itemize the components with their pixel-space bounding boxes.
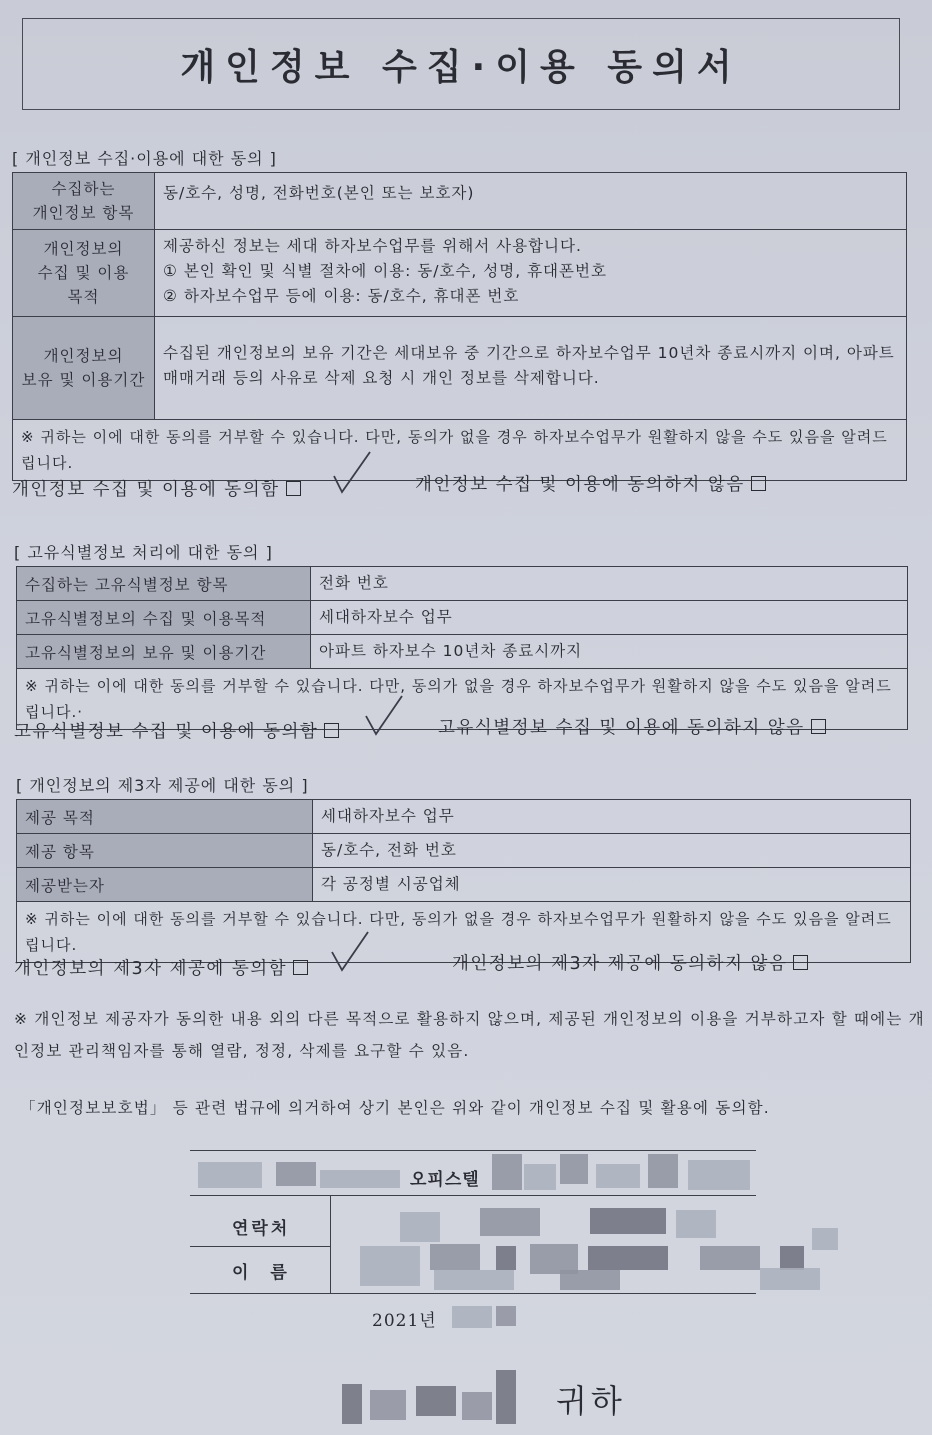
s1-disagree-checkbox[interactable] <box>751 476 766 491</box>
s1-value-items: 동/호수, 성명, 전화번호(본인 또는 보호자) <box>155 173 907 230</box>
s2-value-items: 전화 번호 <box>311 567 908 601</box>
consent-statement: 「개인정보보호법」 등 관련 법규에 의거하여 상기 본인은 위와 같이 개인정보 수집 및 활용에 동의함. <box>20 1099 770 1117</box>
s2-disagree-label: 고유식별정보 수집 및 이용에 동의하지 않음 <box>438 718 805 738</box>
address-label: 오피스텔 <box>410 1170 480 1190</box>
s1-agree-checkbox[interactable] <box>286 481 301 496</box>
s1-value-purpose: 제공하신 정보는 세대 하자보수업무를 위해서 사용합니다. ① 본인 확인 및 식별 절차에 이용: 동/호수, 성명, 휴대폰번호 ② 하자보수업무 등에 이용: 동/호수, 휴대폰 번호 <box>155 230 907 317</box>
s2-agree-label: 고유식별정보 수집 및 이용에 동의함 <box>14 722 319 742</box>
s2-agree-option[interactable] <box>14 718 339 743</box>
section2-heading: [ 고유식별정보 처리에 대한 동의 ] <box>14 543 273 562</box>
s3-agree-checkbox[interactable] <box>293 960 308 975</box>
s2-agree-checkbox[interactable] <box>324 723 339 738</box>
s3-value-purpose: 세대하자보수 업무 <box>313 800 911 834</box>
s2-value-period: 아파트 하자보수 10년차 종료시까지 <box>311 635 908 669</box>
contact-label: 연락처 <box>232 1219 291 1239</box>
s1-disagree-label: 개인정보 수집 및 이용에 동의하지 않음 <box>415 475 745 495</box>
s3-disagree-label: 개인정보의 제3자 제공에 동의하지 않음 <box>452 954 788 974</box>
s1-disagree-option[interactable] <box>415 471 766 496</box>
s3-disagree-option[interactable] <box>452 950 808 975</box>
divider <box>190 1246 330 1247</box>
s1-label-purpose: 개인정보의 수집 및 이용 목적 <box>13 230 155 317</box>
footnote: ※ 개인정보 제공자가 동의한 내용 외의 다른 목적으로 활용하지 않으며, 제공된 개인정보의 이용을 거부하고자 할 때에는 개인정보 관리책임자를 통해 열람, 정정, 삭제를 요구할 수 있음. <box>14 1010 925 1060</box>
s1-agree-option[interactable] <box>12 476 301 501</box>
s2-disagree-checkbox[interactable] <box>811 719 826 734</box>
section1-heading: [ 개인정보 수집·이용에 대한 동의 ] <box>12 149 277 168</box>
document-title-box <box>22 18 900 110</box>
s3-label-recipient: 제공받는자 <box>17 868 313 902</box>
s3-checkmark-icon <box>328 928 372 976</box>
section2-table <box>16 566 908 730</box>
s1-checkmark-icon <box>330 448 374 498</box>
s2-disagree-option[interactable] <box>438 714 826 739</box>
s1-label-period: 개인정보의 보유 및 이용기간 <box>13 317 155 420</box>
name-label: 이 름 <box>232 1263 295 1283</box>
section1-table <box>12 172 907 481</box>
s1-note: ※ 귀하는 이에 대한 동의를 거부할 수 있습니다. 다만, 동의가 없을 경우 하자보수업무가 원활하지 않을 수도 있음을 알려드립니다. <box>13 420 907 481</box>
s2-label-period: 고유식별정보의 보유 및 이용기간 <box>17 635 311 669</box>
s2-label-purpose: 고유식별정보의 수집 및 이용목적 <box>17 601 311 635</box>
section3-heading: [ 개인정보의 제3자 제공에 대한 동의 ] <box>16 776 309 795</box>
divider <box>330 1195 331 1293</box>
s3-agree-label: 개인정보의 제3자 제공에 동의함 <box>14 959 288 979</box>
s3-value-items: 동/호수, 전화 번호 <box>313 834 911 868</box>
divider <box>190 1150 756 1151</box>
s2-checkmark-icon <box>362 692 406 740</box>
document-title: 개인정보 수집·이용 동의서 <box>180 46 742 88</box>
year-label: 2021년 <box>372 1311 437 1331</box>
divider <box>190 1293 756 1294</box>
s3-label-items: 제공 항목 <box>17 834 313 868</box>
s3-value-recipient: 각 공정별 시공업체 <box>313 868 911 902</box>
s1-value-period: 수집된 개인정보의 보유 기간은 세대보유 중 기간으로 하자보수업무 10년차 종료시까지 이며, 아파트 매매거래 등의 사유로 삭제 요청 시 개인 정보를 삭제합니다. <box>155 317 907 420</box>
s3-note: ※ 귀하는 이에 대한 동의를 거부할 수 있습니다. 다만, 동의가 없을 경우 하자보수업무가 원활하지 않을 수도 있음을 알려드립니다. <box>17 902 911 963</box>
s1-agree-label: 개인정보 수집 및 이용에 동의함 <box>12 480 280 500</box>
s3-disagree-checkbox[interactable] <box>793 955 808 970</box>
s2-value-purpose: 세대하자보수 업무 <box>311 601 908 635</box>
s2-label-items: 수집하는 고유식별정보 항목 <box>17 567 311 601</box>
s1-label-items: 수집하는 개인정보 항목 <box>13 173 155 230</box>
s3-label-purpose: 제공 목적 <box>17 800 313 834</box>
recipient-suffix: 귀하 <box>556 1382 626 1420</box>
section3-table <box>16 799 911 963</box>
s2-note: ※ 귀하는 이에 대한 동의를 거부할 수 있습니다. 다만, 동의가 없을 경우 하자보수업무가 원활하지 않을 수도 있음을 알려드립니다.· <box>17 669 908 730</box>
divider <box>190 1195 756 1196</box>
s3-agree-option[interactable] <box>14 955 308 980</box>
